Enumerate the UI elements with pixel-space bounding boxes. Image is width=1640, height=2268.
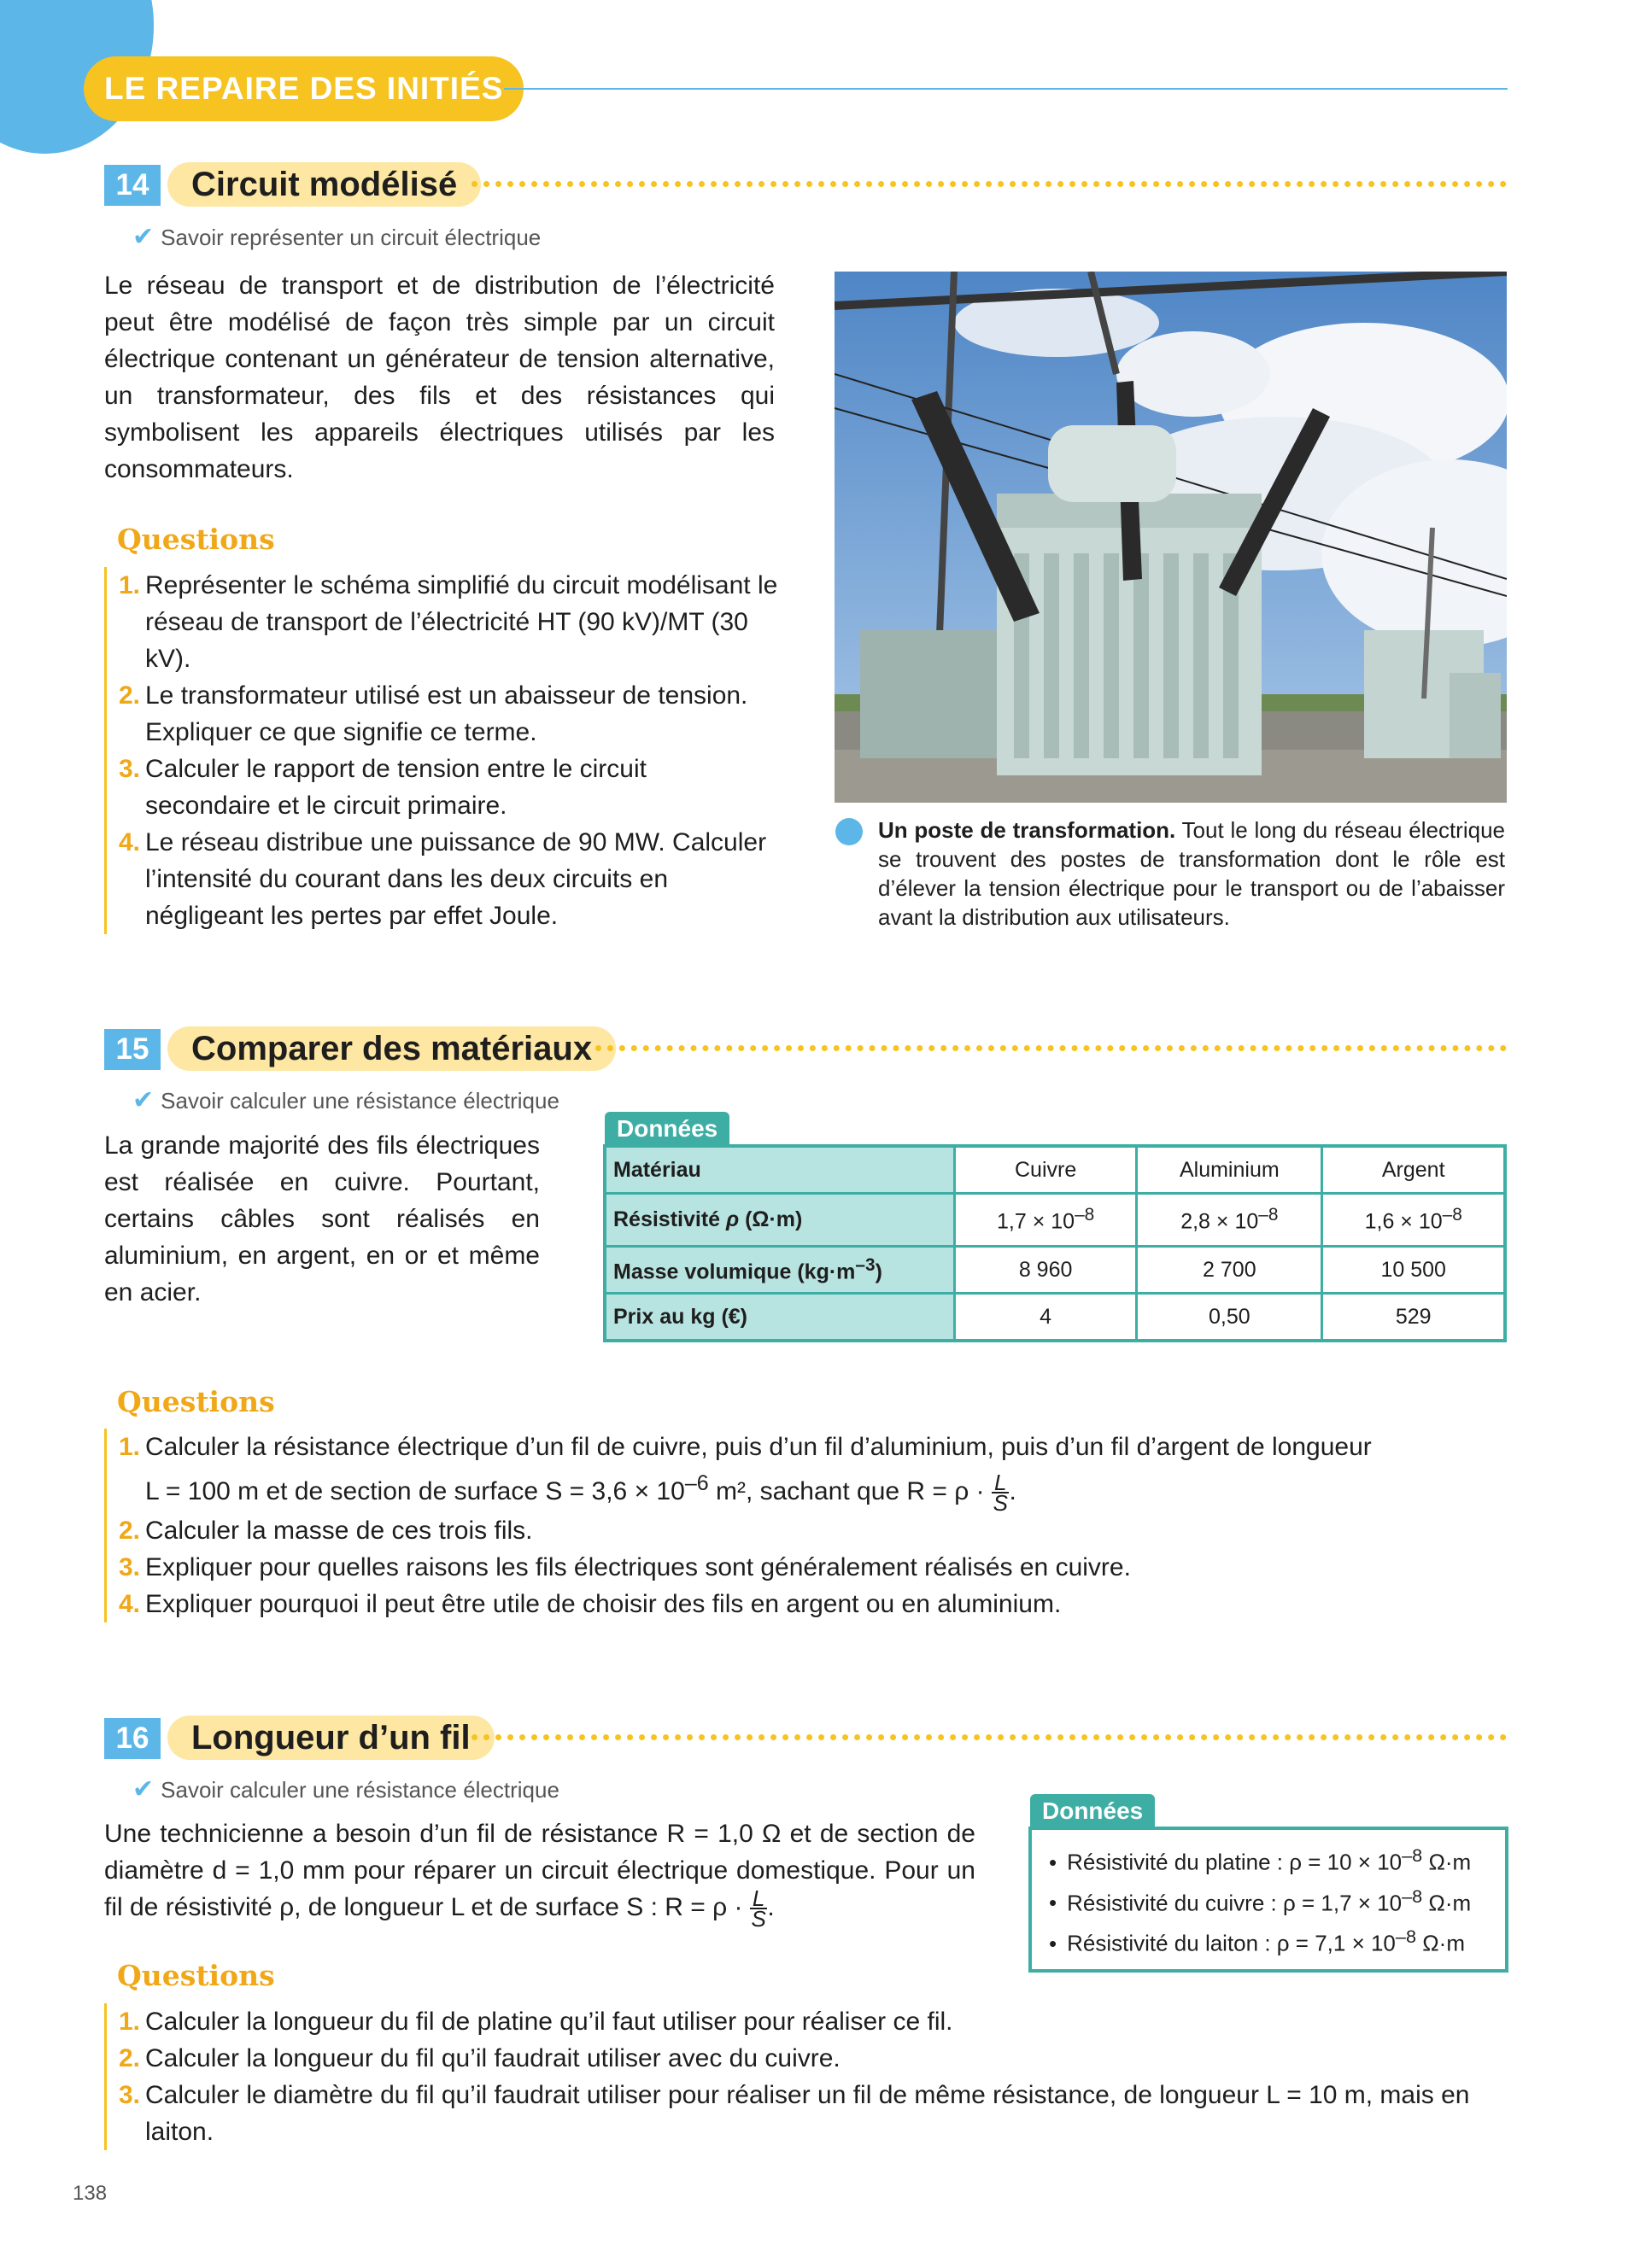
exercise-number: 14 xyxy=(104,165,161,206)
donnees-list xyxy=(1032,1830,1505,1969)
fraction-denominator: S xyxy=(993,1490,1008,1517)
donnees-text: Résistivité du platine : ρ = 10 × 10 xyxy=(1067,1849,1403,1875)
intro-end: . xyxy=(767,1893,775,1921)
question-number: 3. xyxy=(119,2081,141,2109)
question-item xyxy=(107,1512,1509,1549)
exercise-title: Comparer des matériaux xyxy=(167,1026,616,1071)
value-exponent: –8 xyxy=(1442,1205,1462,1225)
exercise-intro: La grande majorité des fils électriques est réalisée en cuivre. Pourtant, certains câbles sont réalisés en aluminium, en argent, en or et même en acier. xyxy=(104,1131,540,1306)
table-cell: 529 xyxy=(1322,1294,1505,1342)
question-item xyxy=(107,824,779,934)
question-text: Expliquer pourquoi il peut être utile de choisir des fils en argent ou en aluminium. xyxy=(145,1590,1062,1619)
question-item xyxy=(107,567,779,677)
exercise-title: Longueur d’un fil xyxy=(167,1716,495,1760)
banner-rule xyxy=(504,88,1508,90)
question-text: Le transformateur utilisé est un abaisseur de tension. Expliquer ce que signifie ce terme. xyxy=(145,681,748,746)
donnees-exponent: –8 xyxy=(1402,1885,1423,1907)
table-row xyxy=(605,1294,1505,1342)
table-header-cell: Prix au kg (€) xyxy=(605,1294,955,1342)
questions-list xyxy=(107,1429,1509,1622)
intro-text: Une technicienne a besoin d’un fil de résistance R = 1,0 Ω et de section de diamètre d = 1,0 mm pour réparer un circuit électrique domestique. Pour un fil de résistivité ρ, de longueur L et de surface S : R = ρ · xyxy=(104,1820,975,1921)
question-item xyxy=(107,1549,1509,1586)
table-header-cell: Matériau xyxy=(605,1146,955,1194)
exercise-number: 15 xyxy=(104,1029,161,1070)
question-item xyxy=(107,1429,1509,1517)
section-banner: LE REPAIRE DES INITIÉS xyxy=(84,56,524,121)
questions-list xyxy=(107,2003,1509,2150)
page-number: 138 xyxy=(73,2182,108,2205)
donnees-unit: Ω·m xyxy=(1422,1890,1472,1916)
donnees-exponent: –8 xyxy=(1402,1844,1423,1866)
table-cell xyxy=(955,1194,1137,1247)
question-number: 1. xyxy=(119,1433,141,1461)
donnees-text: Résistivité du cuivre : ρ = 1,7 × 10 xyxy=(1067,1890,1403,1916)
table-cell: 8 960 xyxy=(955,1247,1137,1294)
donnees-text: Résistivité du laiton : ρ = 7,1 × 10 xyxy=(1067,1930,1396,1956)
exercise-intro: Le réseau de transport et de distribution de l’électricité peut être modélisé de façon très simple par un circuit électrique contenant un générateur de tension alternative, un transformateur, des fils et des résistances qui symbolisent les appareils électriques utilisés par les consommateurs. xyxy=(104,272,775,483)
question-item xyxy=(107,751,779,824)
fraction-numerator: L xyxy=(992,1473,1009,1493)
exponent: –6 xyxy=(684,1471,709,1495)
donnees-unit: Ω·m xyxy=(1422,1849,1472,1875)
dotted-rule xyxy=(472,1734,1507,1740)
questions-block xyxy=(104,1429,1509,1622)
donnees-item xyxy=(1049,1879,1505,1920)
questions-heading: Questions xyxy=(117,1959,275,1992)
donnees-item xyxy=(1049,1838,1505,1879)
fraction-l-over-s xyxy=(992,1470,1009,1517)
table-header-cell xyxy=(605,1194,955,1247)
exercise-number: 16 xyxy=(104,1718,161,1759)
donnees-exponent: –8 xyxy=(1395,1926,1416,1948)
question-text-formula: m², sachant que R = ρ · xyxy=(708,1477,992,1505)
fraction-numerator: L xyxy=(750,1889,767,1909)
value-exponent: –8 xyxy=(1075,1205,1095,1225)
photo-caption xyxy=(878,815,1505,932)
question-number: 2. xyxy=(119,681,141,710)
question-text: Représenter le schéma simplifié du circuit modélisant le réseau de transport de l’électricité HT (90 kV)/MT (30 kV). xyxy=(145,571,778,673)
rho-symbol: ρ xyxy=(726,1207,740,1231)
skill-label xyxy=(132,1774,559,1804)
question-text: Le réseau distribue une puissance de 90 MW. Calculer l’intensité du courant dans les deux circuits en négligeant les pertes par effet Joule. xyxy=(145,828,767,930)
question-item xyxy=(107,1586,1509,1622)
value-exponent: –8 xyxy=(1258,1205,1279,1225)
header-text: Résistivité xyxy=(613,1207,727,1231)
question-item xyxy=(107,2003,1509,2040)
check-icon: ✔ xyxy=(132,1086,155,1114)
table-cell: 2 700 xyxy=(1137,1247,1322,1294)
skill-text: Savoir calculer une résistance électrique xyxy=(161,1088,559,1114)
donnees-item xyxy=(1049,1920,1505,1961)
table-cell xyxy=(1137,1194,1322,1247)
question-text: Calculer la résistance électrique d’un fil de cuivre, puis d’un fil d’aluminium, puis d’un fil d’argent de longueur xyxy=(145,1433,1372,1461)
skill-label xyxy=(132,222,541,252)
question-text: Expliquer pour quelles raisons les fils électriques sont généralement réalisés en cuivre. xyxy=(145,1553,1131,1582)
header-exponent: –3 xyxy=(855,1254,876,1275)
questions-list xyxy=(107,567,779,934)
value-text: 1,6 × 10 xyxy=(1364,1209,1443,1234)
question-number: 4. xyxy=(119,828,141,856)
exercise-intro xyxy=(104,1815,975,1932)
question-item xyxy=(107,2077,1509,2150)
donnees-box xyxy=(1028,1827,1508,1973)
dotted-rule xyxy=(472,181,1507,187)
header-text-end: ) xyxy=(875,1260,882,1284)
question-text-cont: L = 100 m et de section de surface S = 3,6 × 10 xyxy=(145,1477,685,1505)
table-row xyxy=(605,1194,1505,1247)
question-text: Calculer la masse de ces trois fils. xyxy=(145,1517,533,1546)
header-unit: (Ω·m) xyxy=(739,1207,803,1231)
fraction-l-over-s xyxy=(750,1885,767,1932)
dotted-rule xyxy=(595,1045,1507,1051)
caption-text: Tout le long du réseau électrique se trouvent des postes de transformation dont le rôle est d’élever la tension électrique pour le transport ou de l’abaisser avant la distribution aux utilisateurs. xyxy=(878,817,1505,930)
table-cell xyxy=(1322,1194,1505,1247)
table-cell: Argent xyxy=(1322,1146,1505,1194)
table-row xyxy=(605,1146,1505,1194)
question-number: 1. xyxy=(119,2008,141,2036)
donnees-label: Données xyxy=(1030,1794,1155,1828)
question-number: 3. xyxy=(119,1553,141,1582)
question-text: Calculer le diamètre du fil qu’il faudrait utiliser pour réaliser un fil de même résistance, de longueur L = 10 m, mais en laiton. xyxy=(145,2081,1470,2146)
table-row xyxy=(605,1247,1505,1294)
question-number: 2. xyxy=(119,2044,141,2072)
materials-table xyxy=(603,1144,1507,1342)
skill-text: Savoir calculer une résistance électrique xyxy=(161,1777,559,1803)
transformer-illustration xyxy=(835,272,1507,803)
table-cell: 4 xyxy=(955,1294,1137,1342)
table-header-cell xyxy=(605,1247,955,1294)
question-number: 2. xyxy=(119,1517,141,1546)
fraction-denominator: S xyxy=(751,1906,766,1932)
question-text: Calculer le rapport de tension entre le circuit secondaire et le circuit primaire. xyxy=(145,755,647,820)
header-text: Masse volumique (kg·m xyxy=(613,1260,856,1284)
question-number: 4. xyxy=(119,1590,141,1619)
question-number: 1. xyxy=(119,571,141,599)
check-icon: ✔ xyxy=(132,1775,155,1803)
table-cell: Aluminium xyxy=(1137,1146,1322,1194)
table-cell: Cuivre xyxy=(955,1146,1137,1194)
value-text: 2,8 × 10 xyxy=(1180,1209,1259,1234)
check-icon: ✔ xyxy=(132,223,155,251)
question-text: Calculer la longueur du fil de platine qu’il faut utiliser pour réaliser ce fil. xyxy=(145,2008,953,2036)
table-cell: 10 500 xyxy=(1322,1247,1505,1294)
skill-text: Savoir représenter un circuit électrique xyxy=(161,225,542,250)
transformer-photo xyxy=(835,272,1507,803)
skill-label xyxy=(132,1085,559,1115)
questions-block xyxy=(104,567,779,934)
caption-title: Un poste de transformation. xyxy=(878,817,1176,843)
donnees-unit: Ω·m xyxy=(1416,1930,1465,1956)
questions-heading: Questions xyxy=(117,523,275,556)
donnees-label: Données xyxy=(605,1112,729,1146)
value-text: 1,7 × 10 xyxy=(997,1209,1075,1234)
question-text-end: . xyxy=(1009,1477,1016,1505)
exercise-title: Circuit modélisé xyxy=(167,162,481,207)
caption-dot-icon xyxy=(835,818,863,845)
question-number: 3. xyxy=(119,755,141,783)
question-item xyxy=(107,677,779,751)
question-item xyxy=(107,2040,1509,2077)
questions-block xyxy=(104,2003,1509,2150)
table-cell: 0,50 xyxy=(1137,1294,1322,1342)
questions-heading: Questions xyxy=(117,1385,275,1418)
question-text: Calculer la longueur du fil qu’il faudrait utiliser avec du cuivre. xyxy=(145,2044,840,2072)
